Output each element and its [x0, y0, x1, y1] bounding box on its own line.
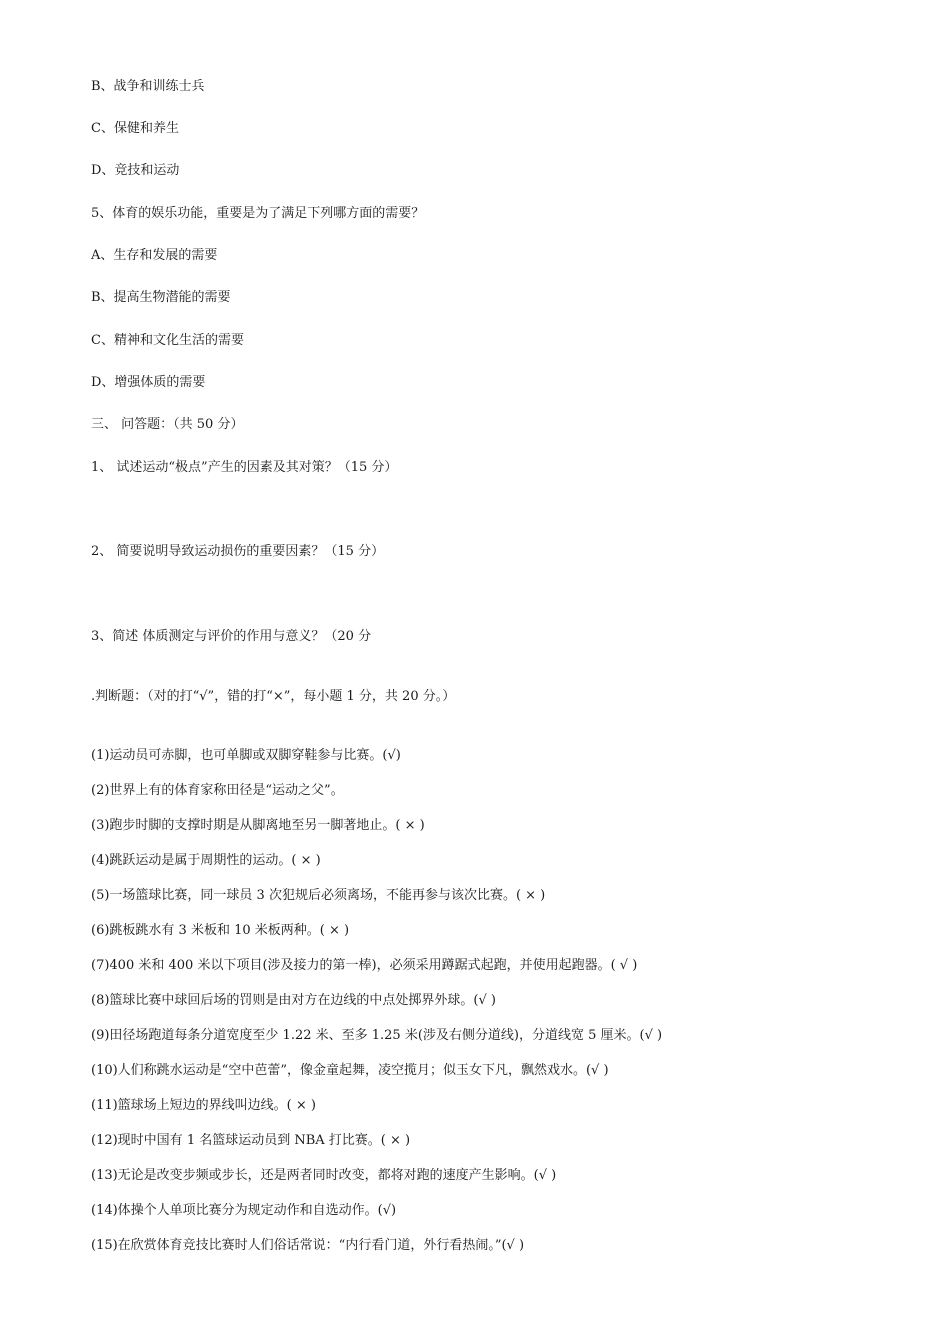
essay-question-1: 1、 试述运动“极点”产生的因素及其对策？（15 分） [91, 460, 398, 475]
section-3-heading: 三、 问答题：（共 50 分） [91, 417, 244, 432]
judgement-item: (9)田径场跑道每条分道宽度至少 1.22 米、至多 1.25 米(涉及右侧分道线)，分道线宽 5 厘米。(√ ) [91, 1028, 663, 1043]
judgement-item: (14)体操个人单项比赛分为规定动作和自选动作。(√) [91, 1203, 397, 1218]
essay-question-2: 2、 简要说明导致运动损伤的重要因素？（15 分） [91, 544, 385, 559]
judgement-item: (8)篮球比赛中球回后场的罚则是由对方在边线的中点处掷界外球。(√ ) [91, 993, 496, 1008]
judgement-item: (15)在欣赏体育竞技比赛时人们俗话常说：“内行看门道，外行看热闹。”(√ ) [91, 1238, 525, 1253]
judgement-item: (12)现时中国有 1 名篮球运动员到 NBA 打比赛。( × ) [91, 1133, 411, 1148]
option-5a: A、生存和发展的需要 [91, 248, 218, 263]
question-5-stem: 5、体育的娱乐功能，重要是为了满足下列哪方面的需要？ [91, 206, 425, 221]
essay-question-3: 3、简述 体质测定与评价的作用与意义？（20 分 [91, 629, 372, 644]
option-4d: D、竞技和运动 [91, 163, 180, 178]
judgement-item: (13)无论是改变步频或步长，还是两者同时改变，都将对跑的速度产生影响。(√ ) [91, 1168, 557, 1183]
option-4c: C、保健和养生 [91, 121, 179, 136]
judgement-item: (6)跳板跳水有 3 米板和 10 米板两种。( × ) [91, 923, 350, 938]
option-5d: D、增强体质的需要 [91, 375, 206, 390]
judgement-item: (10)人们称跳水运动是“空中芭蕾”，像金童起舞，凌空揽月；似玉女下凡，飘然戏水。(√ ) [91, 1063, 609, 1078]
option-5b: B、提高生物潜能的需要 [91, 290, 231, 305]
option-5c: C、精神和文化生活的需要 [91, 333, 244, 348]
judgement-item: (2)世界上有的体育家称田径是“运动之父”。 [91, 783, 344, 798]
judgement-heading: .判断题：（对的打“√”，错的打“×”，每小题 1 分，共 20 分。） [91, 689, 456, 704]
judgement-item: (3)跑步时脚的支撑时期是从脚离地至另一脚著地止。( × ) [91, 818, 425, 833]
judgement-item: (5)一场篮球比赛，同一球员 3 次犯规后必须离场，不能再参与该次比赛。( × ) [91, 888, 546, 903]
option-4b: B、战争和训练士兵 [91, 79, 205, 94]
judgement-item: (7)400 米和 400 米以下项目(涉及接力的第一棒)，必须采用蹲踞式起跑，并使用起跑器。( √ ) [91, 958, 638, 973]
judgement-item: (1)运动员可赤脚，也可单脚或双脚穿鞋参与比赛。(√) [91, 748, 401, 763]
judgement-item: (11)篮球场上短边的界线叫边线。( × ) [91, 1098, 316, 1113]
judgement-item: (4)跳跃运动是属于周期性的运动。( × ) [91, 853, 321, 868]
